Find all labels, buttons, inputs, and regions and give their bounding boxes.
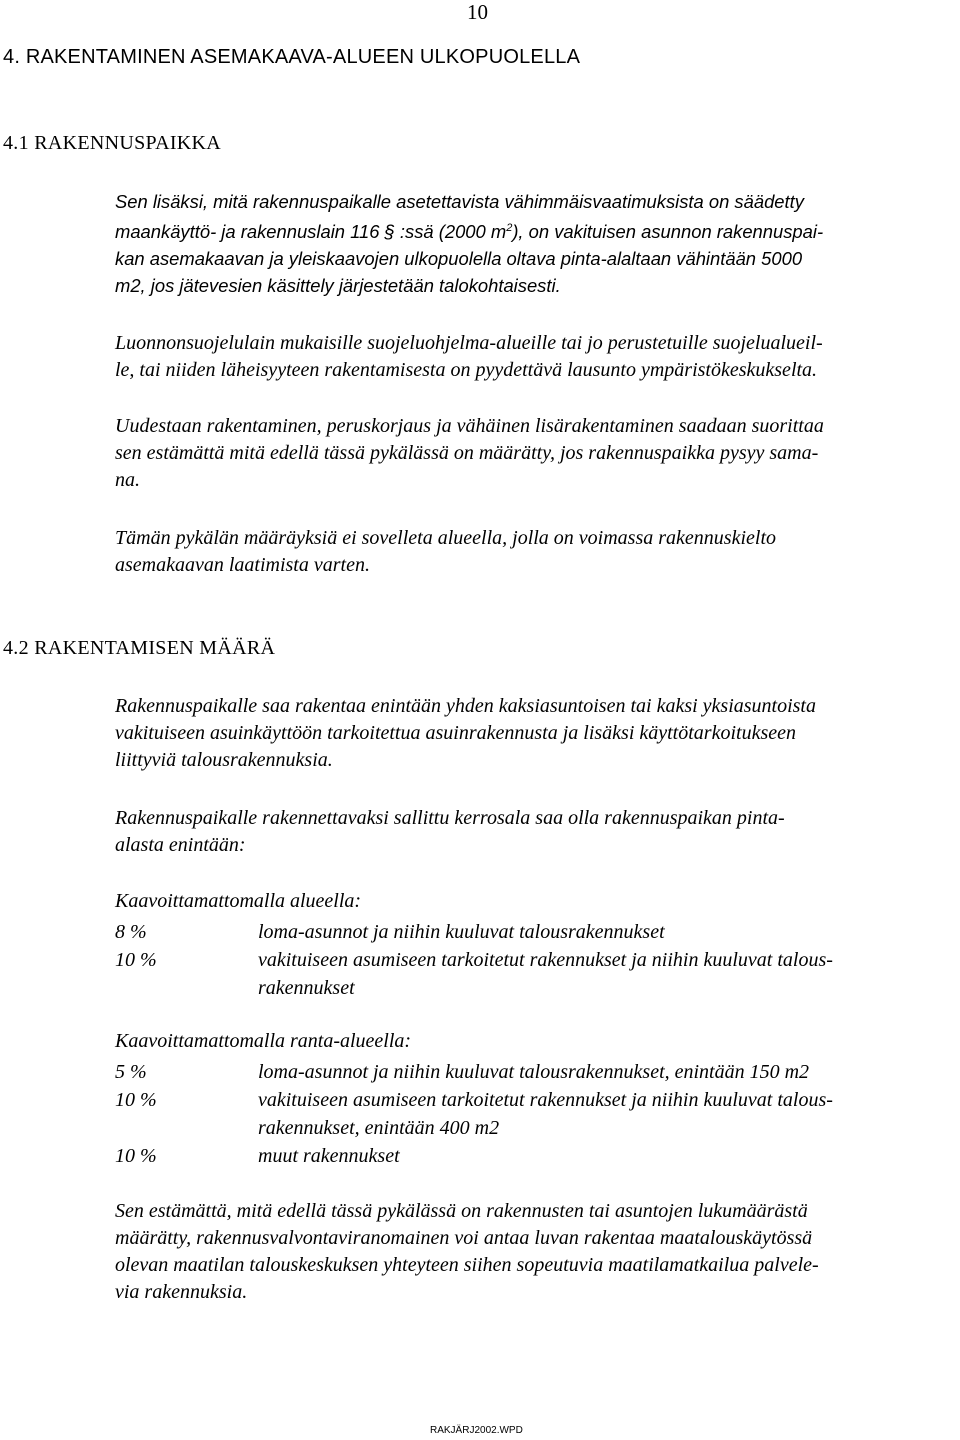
text-line: Rakennuspaikalle saa rakentaa enintään yhden kaksiasuntoisen tai kaksi yksiasuntoista xyxy=(115,695,816,717)
section-title-rakentamisen-maara: 4.2 RAKENTAMISEN MÄÄRÄ xyxy=(3,637,276,659)
text-line: Luonnonsuojelulain mukaisille suojeluohjelma-alueille tai jo perustetuille suojelualueil- xyxy=(115,332,823,354)
text-line: Uudestaan rakentaminen, peruskorjaus ja vähäinen lisärakentaminen saadaan suorittaa xyxy=(115,415,824,437)
text-line: kan asemakaavan ja yleiskaavojen ulkopuolella oltava pinta-alaltaan vähintään 5000 xyxy=(115,248,803,270)
superscript: 2 xyxy=(506,222,513,234)
row-description: rakennukset, enintään 400 m2 xyxy=(258,1117,500,1139)
list-title-unplanned-area: Kaavoittamattomalla alueella: xyxy=(115,890,362,912)
row-percentage: 5 % xyxy=(115,1061,147,1083)
text-line: Sen estämättä, mitä edellä tässä pykälässä on rakennusten tai asuntojen lukumäärästä xyxy=(115,1200,808,1222)
footer-filename: RAKJÄRJ2002.WPD xyxy=(430,1425,523,1436)
paragraph-building-amount xyxy=(115,693,955,774)
text-line: via rakennuksia. xyxy=(115,1281,248,1303)
text-line: olevan maatilan talouskeskuksen yhteyteen siihen sopeutuvia maatilamatkailua palvele- xyxy=(115,1254,819,1276)
list-title-unplanned-shore-area: Kaavoittamattomalla ranta-alueella: xyxy=(115,1030,412,1052)
paragraph-building-ban xyxy=(115,525,955,579)
text-line: Tämän pykälän määräyksiä ei sovelleta alueella, jolla on voimassa rakennuskielto xyxy=(115,527,776,549)
text-line: le, tai niiden läheisyyteen rakentamisesta on pyydettävä lausunto ympäristökeskukselta. xyxy=(115,359,818,381)
text-line: Sen lisäksi, mitä rakennuspaikalle asetettavista vähimmäisvaatimuksista on säädetty xyxy=(115,191,804,212)
chapter-heading: 4. RAKENTAMINEN ASEMAKAAVA-ALUEEN ULKOPUOLELLA xyxy=(3,46,581,68)
row-percentage: 8 % xyxy=(115,921,147,943)
text-line: vakituiseen asuinkäyttöön tarkoitettua asuinrakennusta ja lisäksi käyttötarkoitukseen xyxy=(115,722,796,744)
paragraph-exception-permit xyxy=(115,1198,955,1306)
row-percentage: 10 % xyxy=(115,1089,157,1111)
text-line: alasta enintään: xyxy=(115,834,246,856)
page-number: 10 xyxy=(467,0,488,24)
text-line: asemakaavan laatimista varten. xyxy=(115,554,370,576)
row-description: rakennukset xyxy=(258,977,355,999)
text-line xyxy=(115,215,955,245)
text-line: m2, jos jätevesien käsittely järjestetään talokohtaisesti. xyxy=(115,275,561,297)
row-description: loma-asunnot ja niihin kuuluvat talousrakennukset xyxy=(258,921,665,943)
text-line: liittyviä talousrakennuksia. xyxy=(115,749,333,771)
row-description: loma-asunnot ja niihin kuuluvat talousrakennukset, enintään 150 m2 xyxy=(258,1061,810,1083)
paragraph-minimum-requirements xyxy=(115,188,955,299)
row-percentage: 10 % xyxy=(115,1145,157,1167)
row-description: vakituiseen asumiseen tarkoitetut rakennukset ja niihin kuuluvat talous- xyxy=(258,1089,833,1111)
text-line: na. xyxy=(115,469,140,491)
paragraph-nature-conservation xyxy=(115,330,955,384)
text-line: määrätty, rakennusvalvontaviranomainen voi antaa luvan rakentaa maatalouskäytössä xyxy=(115,1227,813,1249)
row-description: muut rakennukset xyxy=(258,1145,400,1167)
text-segment: ), on vakituisen asunnon rakennuspai- xyxy=(512,221,824,243)
paragraph-rebuilding xyxy=(115,413,955,494)
paragraph-floor-area xyxy=(115,805,955,859)
section-title-rakennuspaikka: 4.1 RAKENNUSPAIKKA xyxy=(3,132,222,154)
text-line: Rakennuspaikalle rakennettavaksi sallittu kerrosala saa olla rakennuspaikan pinta- xyxy=(115,807,785,829)
row-percentage: 10 % xyxy=(115,949,157,971)
row-description: vakituiseen asumiseen tarkoitetut rakennukset ja niihin kuuluvat talous- xyxy=(258,949,833,971)
text-segment: maankäyttö- ja rakennuslain 116 § :ssä (2000 m xyxy=(115,221,507,243)
text-line: sen estämättä mitä edellä tässä pykälässä on määrätty, jos rakennuspaikka pysyy sama- xyxy=(115,442,819,464)
